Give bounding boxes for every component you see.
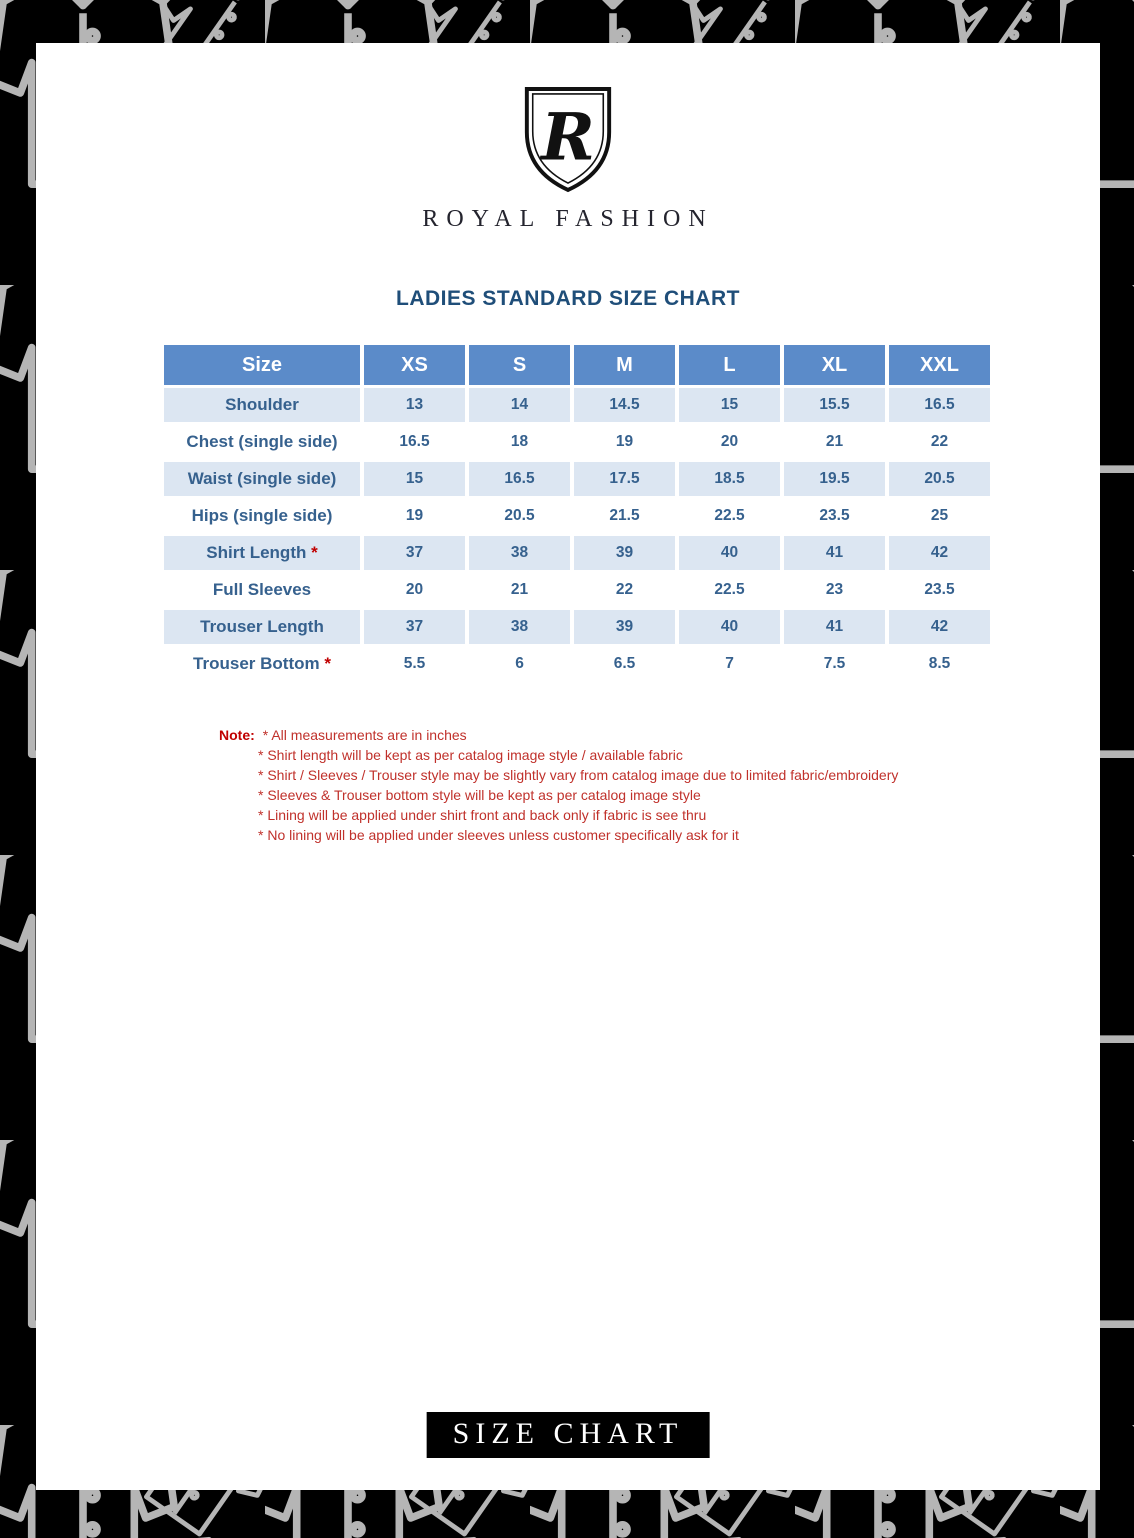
- size-table-body: [164, 388, 990, 681]
- measurement-label: [164, 499, 360, 533]
- size-value-cell: 16.5: [364, 425, 465, 459]
- table-row: [164, 536, 990, 570]
- size-value-cell: 20.5: [469, 499, 570, 533]
- brand-name: ROYAL FASHION: [422, 206, 714, 232]
- size-value-cell: 19.5: [784, 462, 885, 496]
- size-value-cell: 41: [784, 536, 885, 570]
- measurement-label-text: Trouser Length: [200, 617, 324, 636]
- size-value-cell: 37: [364, 536, 465, 570]
- size-value-cell: 23: [784, 573, 885, 607]
- size-value-cell: 16.5: [469, 462, 570, 496]
- size-value-cell: 39: [574, 610, 675, 644]
- size-value-cell: 17.5: [574, 462, 675, 496]
- column-header-l: L: [679, 345, 780, 385]
- shield-logo-icon: [519, 85, 617, 198]
- size-value-cell: 23.5: [784, 499, 885, 533]
- size-value-cell: 15: [364, 462, 465, 496]
- size-value-cell: 20: [679, 425, 780, 459]
- size-value-cell: 8.5: [889, 647, 990, 681]
- table-row: [164, 425, 990, 459]
- measurement-label: [164, 536, 360, 570]
- size-value-cell: 23.5: [889, 573, 990, 607]
- size-value-cell: 42: [889, 610, 990, 644]
- note-item: * All measurements are in inches: [262, 727, 467, 743]
- logo-letter: R: [541, 99, 595, 176]
- note-first-line: [219, 725, 898, 745]
- note-label: Note:: [219, 727, 255, 743]
- size-value-cell: 19: [574, 425, 675, 459]
- notes-list: [219, 745, 898, 845]
- measurement-label-text: Waist (single side): [187, 469, 337, 488]
- size-value-cell: 16.5: [889, 388, 990, 422]
- measurement-label-text: Shoulder: [225, 395, 299, 414]
- size-value-cell: 41: [784, 610, 885, 644]
- measurement-label: [164, 462, 360, 496]
- size-value-cell: 22: [574, 573, 675, 607]
- size-value-cell: 18.5: [679, 462, 780, 496]
- table-row: [164, 499, 990, 533]
- size-value-cell: 20.5: [889, 462, 990, 496]
- brand-header: [36, 85, 1100, 233]
- note-item: * Sleeves & Trouser bottom style will be kept as per catalog image style: [258, 787, 701, 803]
- size-value-cell: 13: [364, 388, 465, 422]
- size-value-cell: 6: [469, 647, 570, 681]
- size-value-cell: 6.5: [574, 647, 675, 681]
- measurement-label-text: Full Sleeves: [212, 580, 312, 599]
- measurement-label: [164, 610, 360, 644]
- table-row: [164, 388, 990, 422]
- size-chart-banner: SIZE CHART: [427, 1412, 710, 1458]
- table-row: [164, 573, 990, 607]
- column-header-s: S: [469, 345, 570, 385]
- document-body: [36, 43, 1100, 1490]
- size-value-cell: 15: [679, 388, 780, 422]
- required-asterisk: *: [319, 654, 331, 673]
- size-value-cell: 22: [889, 425, 990, 459]
- measurement-label: [164, 425, 360, 459]
- size-value-cell: 25: [889, 499, 990, 533]
- note-item: * Shirt / Sleeves / Trouser style may be slightly vary from catalog image due to limited fabric/embroidery: [258, 767, 899, 783]
- size-value-cell: 21: [469, 573, 570, 607]
- size-value-cell: 18: [469, 425, 570, 459]
- column-header-size: Size: [164, 345, 360, 385]
- column-header-xxl: XXL: [889, 345, 990, 385]
- note-item: * Shirt length will be kept as per catalog image style / available fabric: [258, 747, 683, 763]
- size-value-cell: 22.5: [679, 499, 780, 533]
- table-row: [164, 647, 990, 681]
- note-item: * No lining will be applied under sleeves unless customer specifically ask for it: [258, 827, 739, 843]
- column-header-m: M: [574, 345, 675, 385]
- size-value-cell: 7.5: [784, 647, 885, 681]
- size-table-header-row: [164, 345, 990, 385]
- size-value-cell: 21.5: [574, 499, 675, 533]
- measurement-label-text: Trouser Bottom: [193, 654, 320, 673]
- size-value-cell: 5.5: [364, 647, 465, 681]
- measurement-label-text: Hips (single side): [191, 506, 333, 525]
- size-value-cell: 15.5: [784, 388, 885, 422]
- size-value-cell: 37: [364, 610, 465, 644]
- size-value-cell: 7: [679, 647, 780, 681]
- required-asterisk: *: [306, 543, 318, 562]
- column-header-xs: XS: [364, 345, 465, 385]
- size-value-cell: 14.5: [574, 388, 675, 422]
- size-value-cell: 19: [364, 499, 465, 533]
- measurement-label-text: Chest (single side): [186, 432, 338, 451]
- notes-block: [219, 725, 898, 845]
- size-value-cell: 21: [784, 425, 885, 459]
- measurement-label: [164, 573, 360, 607]
- size-value-cell: 38: [469, 536, 570, 570]
- page-title: LADIES STANDARD SIZE CHART: [396, 287, 740, 310]
- measurement-label-text: Shirt Length: [206, 543, 307, 562]
- size-value-cell: 22.5: [679, 573, 780, 607]
- size-table: [160, 342, 994, 684]
- size-value-cell: 20: [364, 573, 465, 607]
- measurement-label: [164, 647, 360, 681]
- size-value-cell: 42: [889, 536, 990, 570]
- note-item: * Lining will be applied under shirt front and back only if fabric is see thru: [258, 807, 707, 823]
- size-value-cell: 14: [469, 388, 570, 422]
- size-value-cell: 40: [679, 536, 780, 570]
- table-row: [164, 462, 990, 496]
- measurement-label: [164, 388, 360, 422]
- table-row: [164, 610, 990, 644]
- size-value-cell: 39: [574, 536, 675, 570]
- column-header-xl: XL: [784, 345, 885, 385]
- size-value-cell: 38: [469, 610, 570, 644]
- size-value-cell: 40: [679, 610, 780, 644]
